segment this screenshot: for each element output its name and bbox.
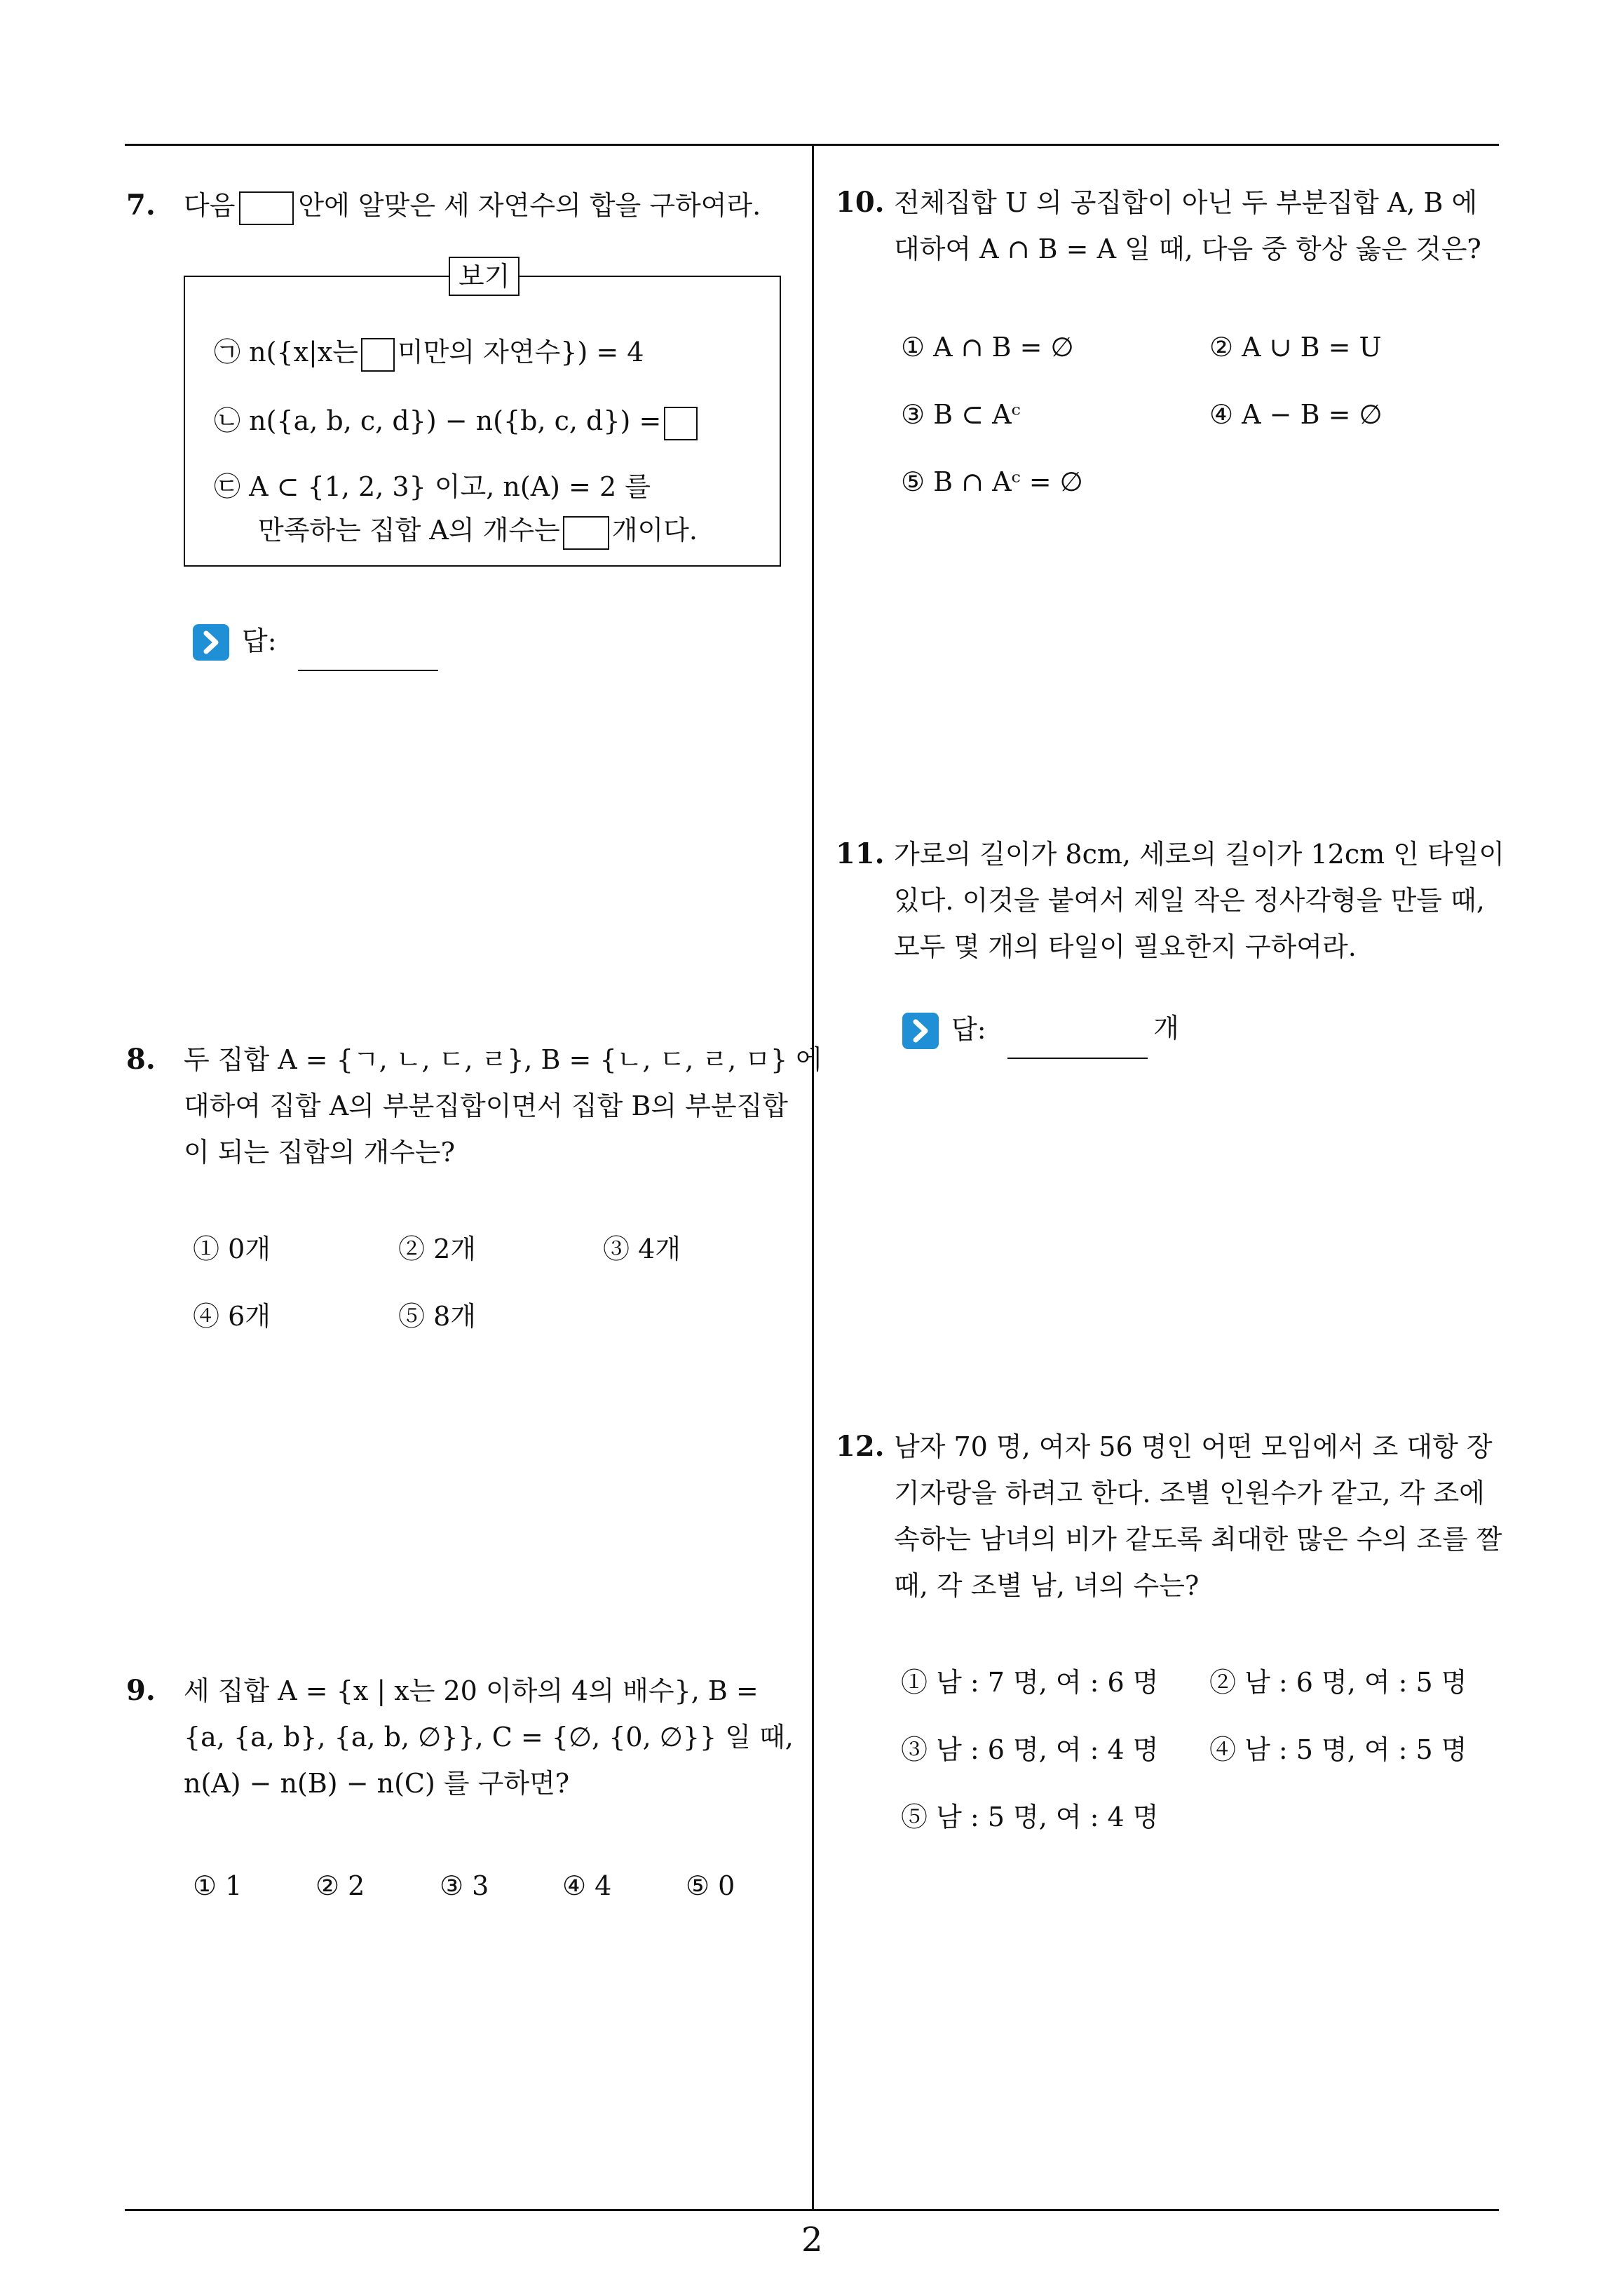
q10-number: 10. <box>836 186 885 219</box>
q9-text-line: 세 집합 A = {x | x는 20 이하의 4의 배수}, B = <box>184 1675 759 1706</box>
bogi-item-1 <box>214 332 644 372</box>
column-divider <box>812 144 814 2211</box>
item-text-line1: A ⊂ {1, 2, 3} 이고, n(A) = 2 를 <box>249 471 651 502</box>
bogi-item-3-line2 <box>258 511 698 550</box>
item-blank-box <box>361 338 395 372</box>
q10-option-5[interactable]: ⑤ B ∩ Aᶜ = ∅ <box>901 466 1083 497</box>
q12-number: 12. <box>836 1430 885 1463</box>
q7-number: 7. <box>126 189 156 222</box>
q10-option-2[interactable]: ② A ∪ B = U <box>1209 332 1382 363</box>
q8-option-2[interactable]: ② 2개 <box>398 1234 476 1264</box>
q12-option-3[interactable]: ③ 남 : 6 명, 여 : 4 명 <box>901 1734 1159 1765</box>
q10-text-line: 대하여 A ∩ B = A 일 때, 다음 중 항상 옳은 것은? <box>894 234 1481 264</box>
q9-text <box>184 1668 794 1807</box>
q7-text-after: 안에 알맞은 세 자연수의 합을 구하여라. <box>298 190 761 221</box>
chevron-right-icon <box>193 624 229 661</box>
item-text-before: n({a, b, c, d}) − n({b, c, d}) = <box>249 405 662 436</box>
q9-text-line: n(A) − n(B) − n(C) 를 구하면? <box>184 1768 570 1799</box>
q12-text <box>894 1424 1502 1609</box>
q8-option-1[interactable]: ① 0개 <box>193 1234 271 1264</box>
item-blank-box <box>563 516 609 550</box>
q8-text-line: 두 집합 A = {ㄱ, ㄴ, ㄷ, ㄹ}, B = {ㄴ, ㄷ, ㄹ, ㅁ} 에 <box>184 1044 822 1075</box>
q7-text <box>184 182 761 229</box>
q10-option-3[interactable]: ③ B ⊂ Aᶜ <box>901 399 1021 430</box>
q10-text <box>894 180 1481 272</box>
q11-number: 11. <box>836 837 885 870</box>
q7-blank-box <box>239 191 294 225</box>
q7-answer-field[interactable] <box>298 670 438 671</box>
bogi-label: 보기 <box>449 257 520 296</box>
q7-text-before: 다음 <box>184 190 236 221</box>
q12-text-line: 기자랑을 하려고 한다. 조별 인원수가 같고, 각 조에 <box>894 1478 1485 1508</box>
q11-answer-unit: 개 <box>1153 1013 1179 1044</box>
q12-option-1[interactable]: ① 남 : 7 명, 여 : 6 명 <box>901 1667 1159 1698</box>
q12-option-2[interactable]: ② 남 : 6 명, 여 : 5 명 <box>1209 1667 1467 1698</box>
q8-option-3[interactable]: ③ 4개 <box>603 1234 681 1264</box>
q9-option-1[interactable]: ① 1 <box>193 1870 243 1901</box>
item-marker: ㉡ <box>214 405 241 436</box>
bogi-item-3 <box>214 467 651 506</box>
item-blank-box <box>664 407 698 440</box>
bogi-item-2 <box>214 401 700 440</box>
q10-text-line: 전체집합 U 의 공집합이 아닌 두 부분집합 A, B 에 <box>894 187 1478 218</box>
q8-option-5[interactable]: ⑤ 8개 <box>398 1301 476 1332</box>
page-number: 2 <box>801 2220 823 2260</box>
item-marker: ㉢ <box>214 471 241 502</box>
q11-text-line: 있다. 이것을 붙여서 제일 작은 정사각형을 만들 때, <box>894 885 1485 916</box>
item-marker: ㉠ <box>214 337 241 367</box>
q8-number: 8. <box>126 1043 156 1076</box>
q12-text-line: 때, 각 조별 남, 녀의 수는? <box>894 1570 1200 1601</box>
item-text-before: 만족하는 집합 A의 개수는 <box>258 515 560 546</box>
q11-text <box>894 831 1505 970</box>
bottom-rule <box>125 2209 1499 2211</box>
q7-answer-label: 답: <box>242 626 277 656</box>
item-text-after: 미만의 자연수}) = 4 <box>397 337 644 367</box>
q9-option-4[interactable]: ④ 4 <box>562 1870 612 1901</box>
q10-option-4[interactable]: ④ A − B = ∅ <box>1209 399 1383 430</box>
q9-text-line: {a, {a, b}, {a, b, ∅}}, C = {∅, {0, ∅}} 일 때, <box>184 1722 794 1753</box>
q11-text-line: 가로의 길이가 8cm, 세로의 길이가 12cm 인 타일이 <box>894 839 1505 870</box>
q10-option-1[interactable]: ① A ∩ B = ∅ <box>901 332 1074 363</box>
q8-option-4[interactable]: ④ 6개 <box>193 1301 271 1332</box>
q8-text-line: 이 되는 집합의 개수는? <box>184 1137 455 1168</box>
item-text-after: 개이다. <box>611 515 698 546</box>
q9-option-3[interactable]: ③ 3 <box>440 1870 489 1901</box>
q12-text-line: 속하는 남녀의 비가 같도록 최대한 많은 수의 조를 짤 <box>894 1524 1502 1555</box>
q9-number: 9. <box>126 1674 156 1707</box>
q11-answer-field[interactable] <box>1007 1058 1148 1059</box>
item-text-before: n({x|x는 <box>249 337 358 367</box>
q11-answer-label: 답: <box>951 1014 986 1045</box>
q12-option-4[interactable]: ④ 남 : 5 명, 여 : 5 명 <box>1209 1734 1467 1765</box>
q9-option-2[interactable]: ② 2 <box>315 1870 365 1901</box>
q9-option-5[interactable]: ⑤ 0 <box>686 1870 735 1901</box>
chevron-right-icon <box>902 1013 939 1049</box>
q8-text <box>184 1036 822 1175</box>
q12-text-line: 남자 70 명, 여자 56 명인 어떤 모임에서 조 대항 장 <box>894 1431 1493 1462</box>
q8-text-line: 대하여 집합 A의 부분집합이면서 집합 B의 부분집합 <box>184 1090 789 1121</box>
q11-text-line: 모두 몇 개의 타일이 필요한지 구하여라. <box>894 931 1357 962</box>
q12-option-5[interactable]: ⑤ 남 : 5 명, 여 : 4 명 <box>901 1802 1159 1832</box>
